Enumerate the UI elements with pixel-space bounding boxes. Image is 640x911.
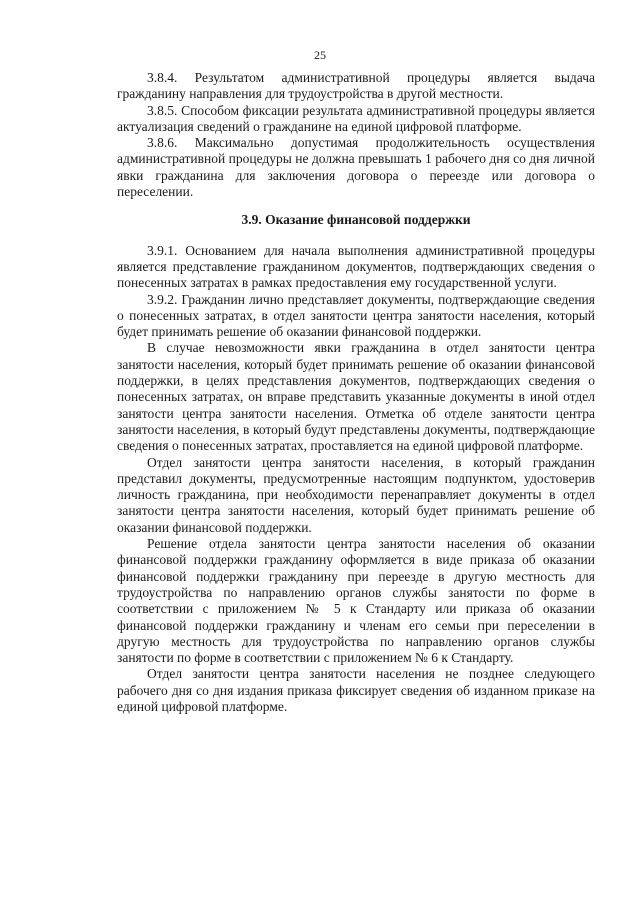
page-number: 25 [314,48,326,62]
paragraph-3-8-6: 3.8.6. Максимально допустимая продолжительность осуществления административной процедуры не должна превышать 1 рабочего дня со дня личной явки гражданина для заключения договора о переезде или договора о переселении. [117,135,595,200]
paragraph-decision-order: Решение отдела занятости центра занятости населения об оказании финансовой поддержки гражданину оформляется в виде приказа об оказании финансовой поддержки гражданину при переезде в другую местность для трудоустройства по направлению органов службы занятости по форме в соответствии с приложением № 5 к Стандарту или приказа об оказании финансовой поддержки гражданину и членам его семьи при переселении в другую местность для трудоустройства по направлению органов службы занятости по форме в соответствии с приложением № 6 к Стандарту. [117,536,595,666]
section-heading-3-9: 3.9. Оказание финансовой поддержки [241,212,471,228]
paragraph-record-order: Отдел занятости центра занятости населения не позднее следующего рабочего дня со дня издания приказа фиксирует сведения об изданном приказе на единой цифровой платформе. [117,666,595,714]
paragraph-3-9-2: 3.9.2. Гражданин лично представляет документы, подтверждающие сведения о понесенных затратах, в отдел занятости центра занятости населения, который будет принимать решение об оказании финансовой поддержки. [117,291,595,340]
paragraph-3-9-1: 3.9.1. Основанием для начала выполнения административной процедуры является представление гражданином документов, подтверждающих сведения о понесенных затратах в рамках предоставления ему государственной услуги. [117,242,595,291]
document-body [117,70,595,715]
paragraph-redirect-documents: Отдел занятости центра занятости населения, в который гражданин представил документы, предусмотренные настоящим подпунктом, удостоверив личность гражданина, при необходимости перенаправляет документы в отдел занятости центра занятости населения, который будет принимать решение об оказании финансовой поддержки. [117,454,595,535]
paragraph-absence-case: В случае невозможности явки гражданина в отдел занятости центра занятости населения, который будет принимать решение об оказании финансовой поддержки, в целях представления документов, подтверждающих сведения о понесенных затратах, он вправе представить указанные документы в иной отдел занятости центра занятости населения. Отметка об отделе занятости центра занятости населения, в который будут представлены документы, подтверждающие сведения о понесенных затратах, проставляется на единой цифровой платформе. [117,340,595,454]
paragraph-3-8-4: 3.8.4. Результатом административной процедуры является выдача гражданину направления для трудоустройства в другой местности. [117,70,595,102]
paragraph-3-8-5: 3.8.5. Способом фиксации результата административной процедуры является актуализация сведений о гражданине на единой цифровой платформе. [117,102,595,134]
